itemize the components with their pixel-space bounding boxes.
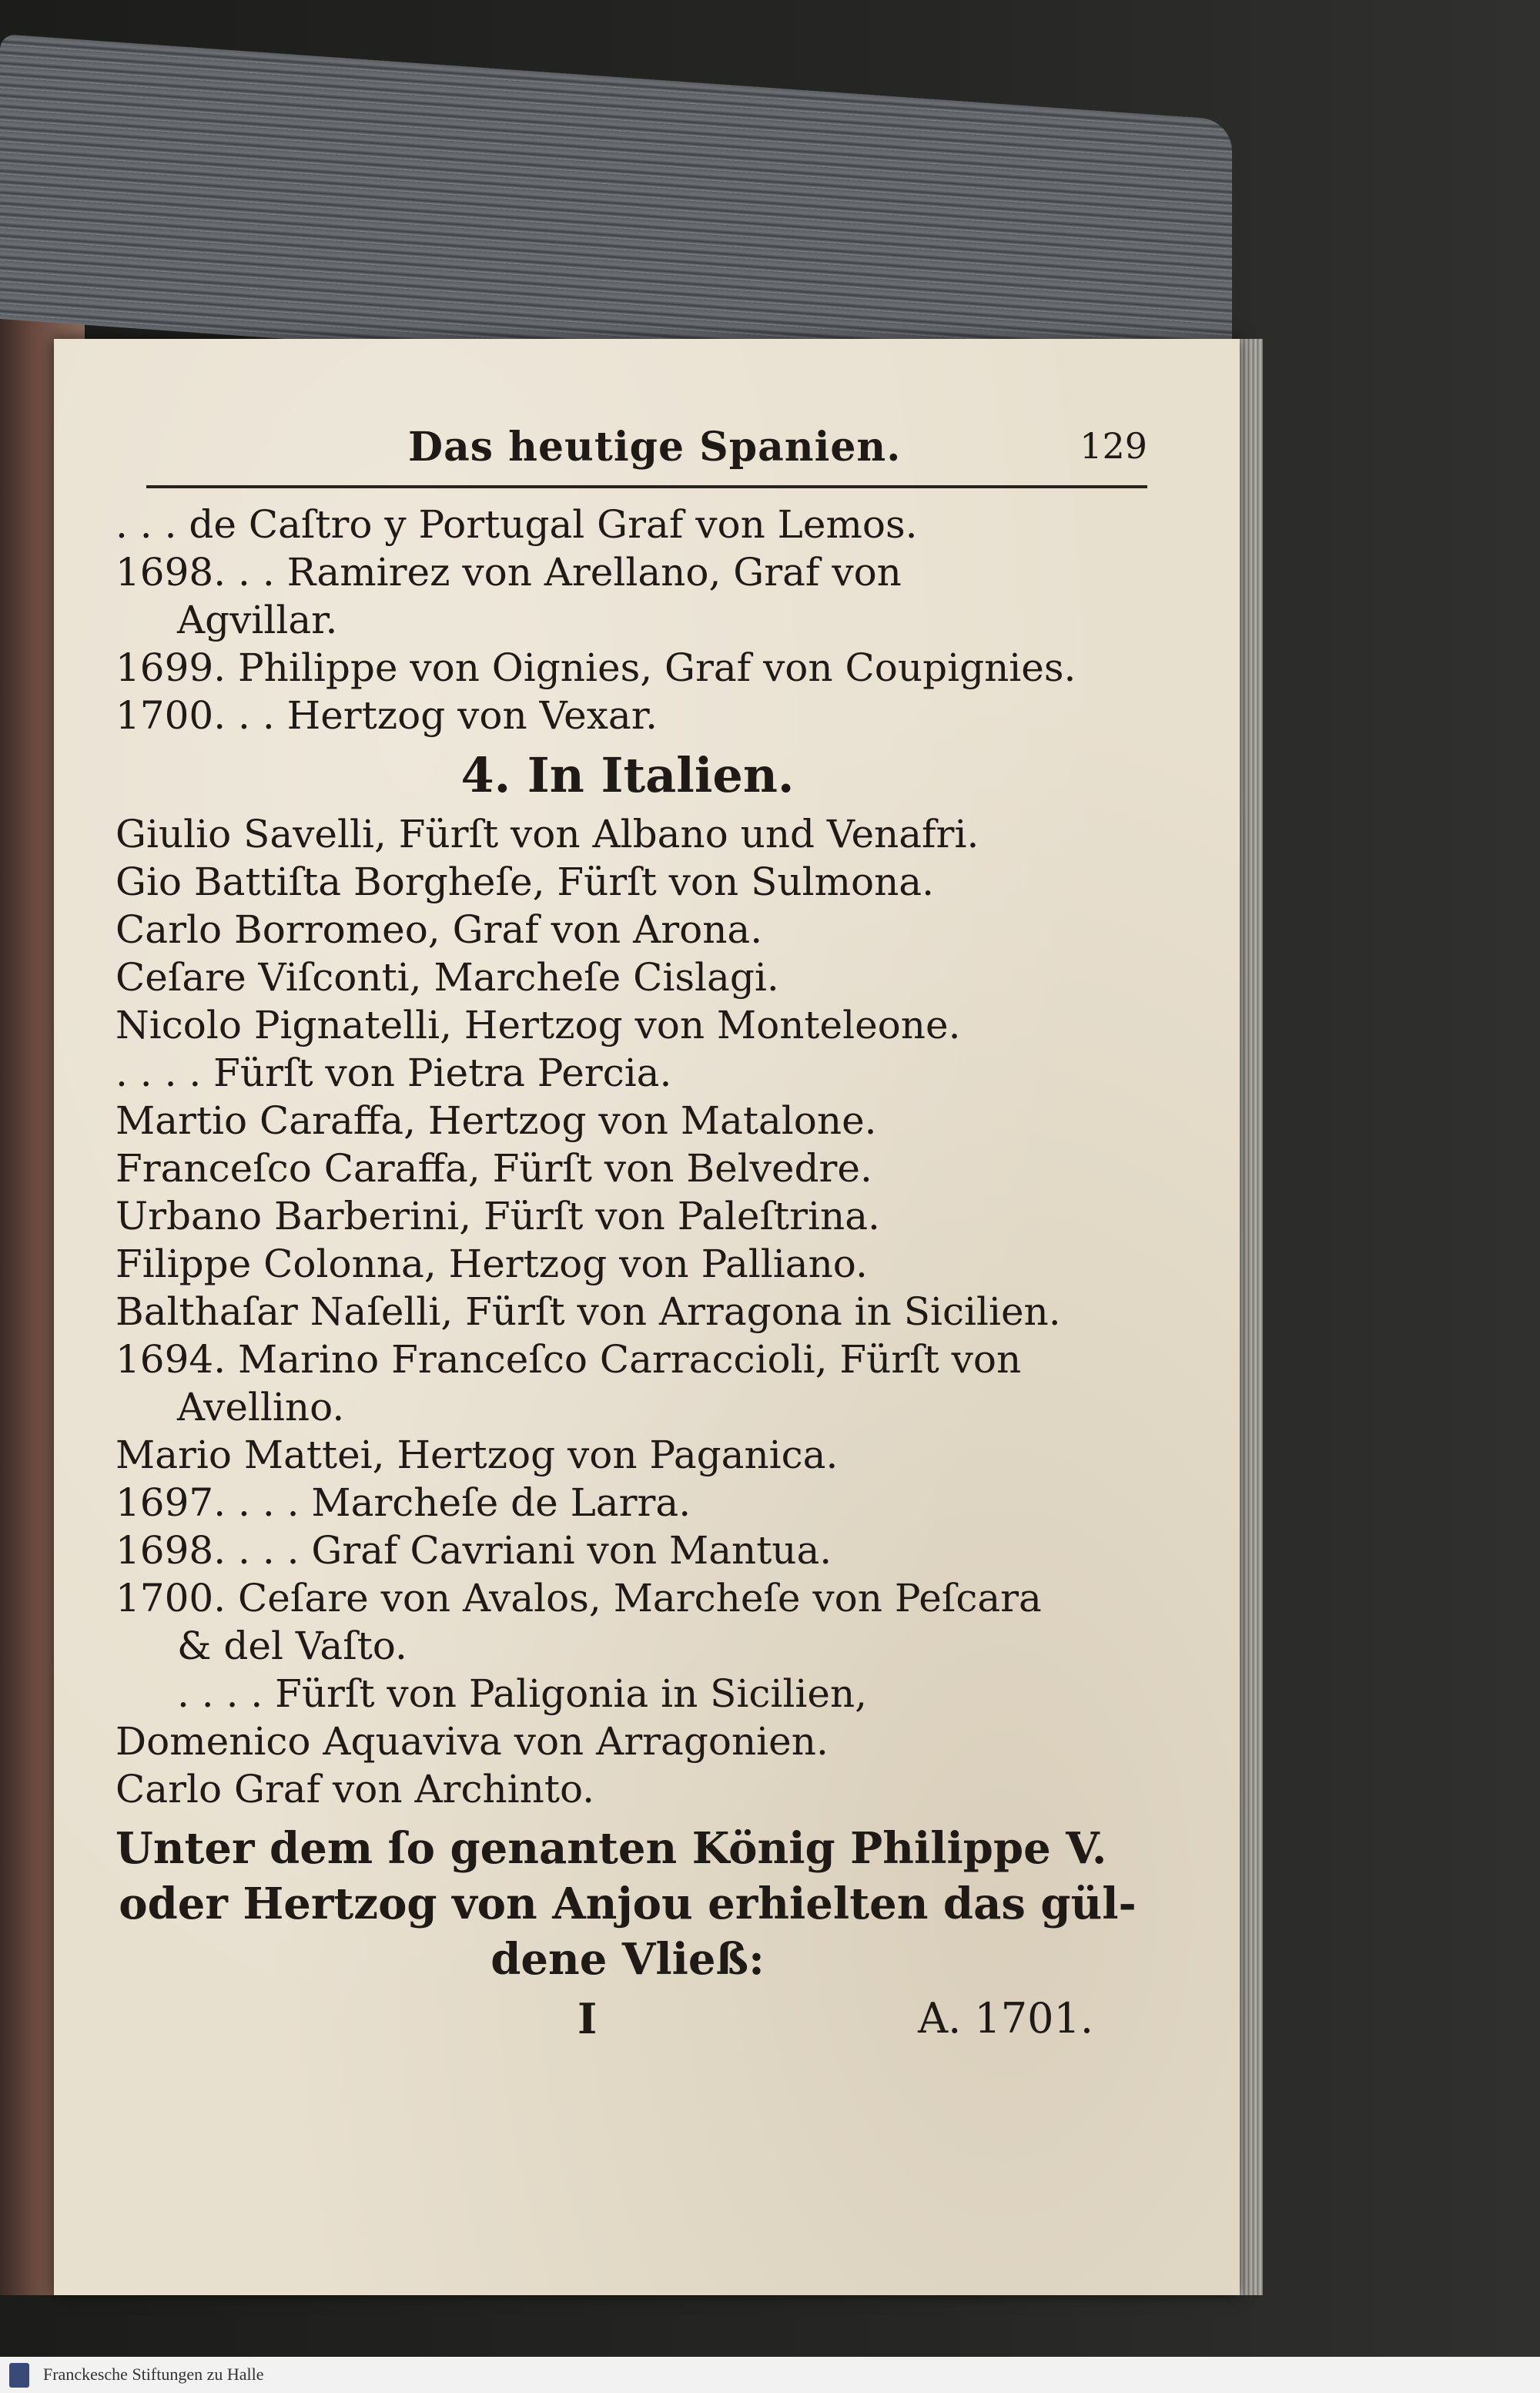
text-line: 1697. . . . Marcheſe de Larra. [116,1480,691,1525]
catchword: A. 1701. [918,1994,1093,2043]
text-line: Gio Battiſta Borgheſe, Fürſt von Sulmona. [116,860,934,904]
text-line: Ceſare Viſconti, Marcheſe Cislagi. [116,955,779,1000]
text-line: Urbano Barberini, Fürſt von Paleſtrina. [116,1194,880,1238]
text-line: 1699. Philippe von Oignies, Graf von Coupignies. [116,645,1076,690]
entries-italy [116,810,1140,1813]
book-page [54,339,1240,2295]
footer-bar [0,2357,1540,2393]
running-title: Das heutige Spanien. [408,424,902,471]
text-line: 1698. . . . Graf Cavriani von Mantua. [116,1528,832,1573]
text-line: Mario Mattei, Hertzog von Paganica. [116,1433,839,1477]
text-line: 1700. Ceſare von Avalos, Marcheſe von Peſcara [116,1576,1042,1620]
text-line: 1694. Marino Franceſco Carraccioli, Fürſt von [116,1337,1022,1382]
page-header [146,424,1147,485]
closing-line-3: dene Vließ: [490,1934,765,1985]
footer-institution: Franckesche Stiftungen zu Halle [43,2365,264,2384]
text-line: Agvillar. [177,598,338,642]
closing-line-1: Unter dem ſo genanten König Philippe V. [116,1823,1107,1874]
text-line: Balthaſar Naſelli, Fürſt von Arragona in Sicilien. [116,1289,1061,1334]
text-line: Carlo Graf von Archinto. [116,1767,595,1812]
text-line: Martio Caraffa, Hertzog von Matalone. [116,1098,877,1143]
closing-line-2: oder Hertzog von Anjou erhielten das gül- [119,1879,1137,1929]
text-line: & del Vaſto. [177,1624,407,1668]
section-heading: 4. In Italien. [460,747,795,803]
page-content [116,501,1140,2049]
signature-mark: I [578,1994,598,2043]
header-rule [146,485,1147,488]
page-foot [116,1995,1140,2049]
text-line: Avellino. [177,1385,345,1429]
page-number: 129 [1080,425,1147,467]
text-line: . . . . Fürſt von Paligonia in Sicilien, [177,1671,868,1716]
text-line: Domenico Aquaviva von Arragonien. [116,1719,829,1764]
text-line: Carlo Borromeo, Graf von Arona. [116,907,763,952]
closing-paragraph [116,1821,1140,1987]
text-line: . . . . Fürſt von Pietra Percia. [116,1051,672,1095]
institution-logo-icon [9,2363,29,2388]
text-line: Nicolo Pignatelli, Hertzog von Monteleone. [116,1003,961,1047]
text-line: Giulio Savelli, Fürſt von Albano und Venafri. [116,812,979,856]
text-line: Filippe Colonna, Hertzog von Palliano. [116,1242,868,1286]
text-line: Franceſco Caraffa, Fürſt von Belvedre. [116,1146,872,1191]
text-line: 1700. . . Hertzog von Vexar. [116,693,658,738]
entries-before-heading [116,501,1140,739]
text-line: . . . de Caſtro y Portugal Graf von Lemos. [116,502,918,547]
text-line: 1698. . . Ramirez von Arellano, Graf von [116,550,902,595]
